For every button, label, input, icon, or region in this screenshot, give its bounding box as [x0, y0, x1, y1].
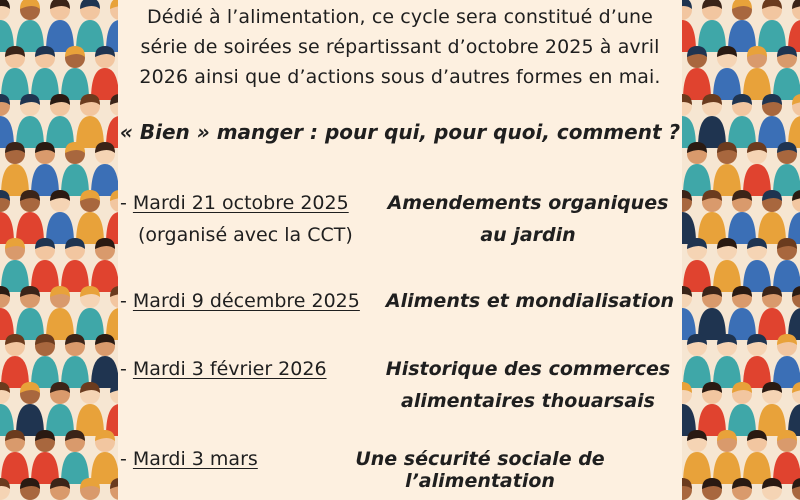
- intro-line-1: Dédié à l’alimentation, ce cycle sera constitué d’une: [147, 6, 653, 28]
- intro-line-3: 2026 ainsi que d’actions sous d’autres formes en mai.: [139, 66, 661, 88]
- event-1-dash: -: [120, 192, 133, 214]
- event-3-dash: -: [120, 358, 133, 380]
- crowd-pattern-right: [682, 0, 800, 500]
- event-1-date-line: [120, 192, 349, 214]
- event-1-title-line-2: au jardin: [480, 224, 576, 246]
- event-1-title-line-1: Amendements organiques: [387, 192, 669, 214]
- content-panel: [118, 0, 682, 500]
- event-3-date: Mardi 3 février 2026: [132, 358, 327, 380]
- event-2-date: Mardi 9 décembre 2025: [132, 290, 360, 312]
- event-4-title: Une sécurité sociale de l’alimentation: [355, 448, 605, 492]
- event-3-title-line-2: alimentaires thouarsais: [401, 390, 655, 412]
- crowd-illustration-right: [682, 0, 800, 500]
- cycle-theme-heading: « Bien » manger : pour qui, pour quoi, comment ?: [119, 120, 681, 144]
- event-1-date: Mardi 21 octobre 2025: [132, 192, 349, 214]
- event-2-title: Aliments et mondialisation: [385, 290, 675, 312]
- event-3-title-line-1: Historique des commerces: [385, 358, 671, 380]
- event-3-date-line: [120, 358, 327, 380]
- event-4-date-line: [120, 448, 258, 470]
- event-4-date: Mardi 3 mars: [132, 448, 258, 470]
- event-1-note: (organisé avec la CCT): [138, 224, 353, 246]
- crowd-illustration-left: [0, 0, 118, 500]
- event-2-dash: -: [120, 290, 133, 312]
- intro-line-2: série de soirées se répartissant d’octobre 2025 à avril: [140, 36, 660, 58]
- event-2-date-line: [120, 290, 360, 312]
- crowd-pattern-left: [0, 0, 118, 500]
- event-4-dash: -: [120, 448, 133, 470]
